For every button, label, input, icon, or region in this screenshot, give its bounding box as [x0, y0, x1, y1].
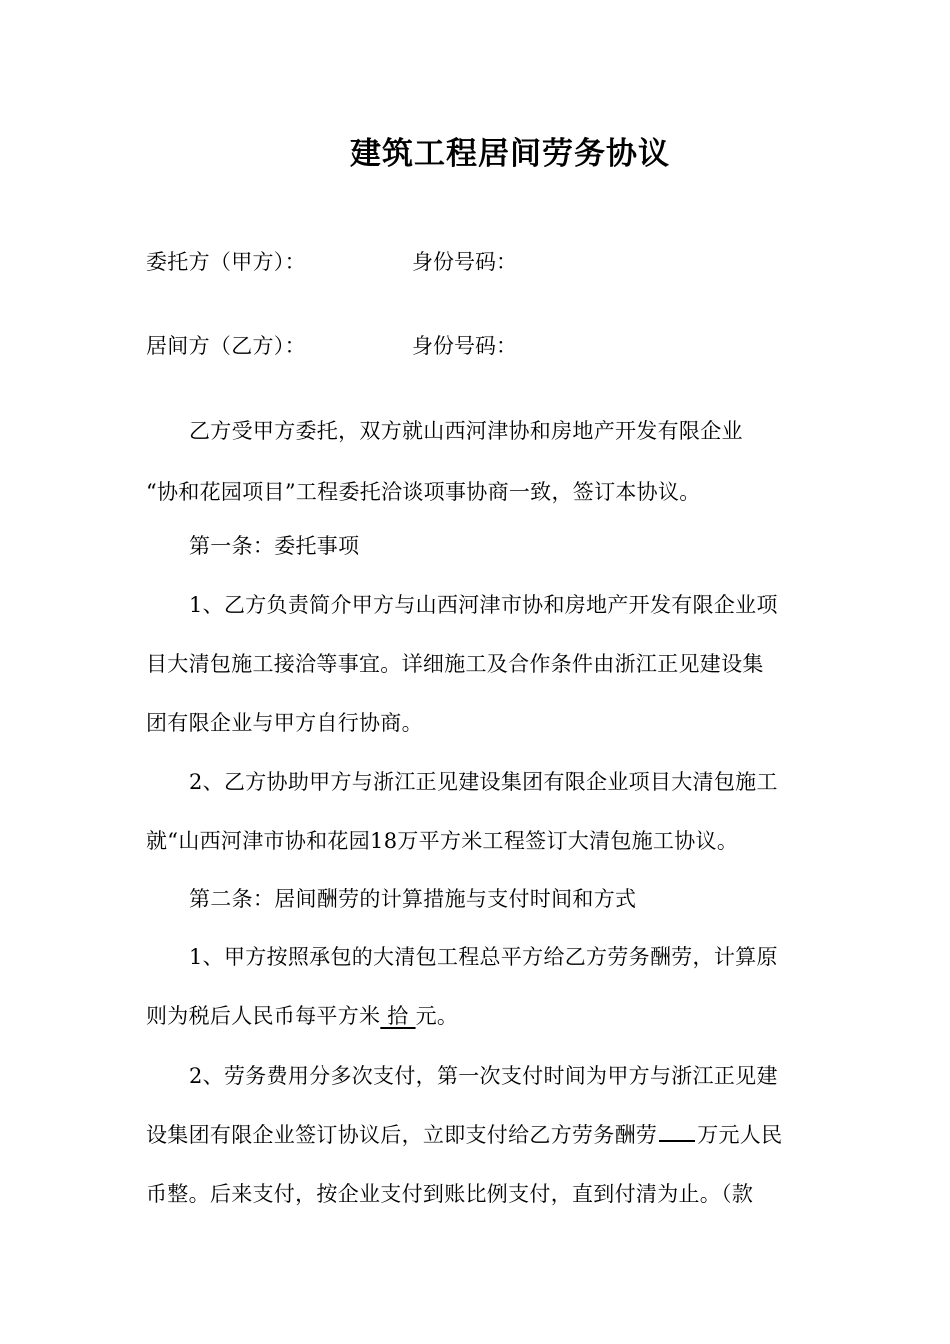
- article-2-heading: 第二条：居间酬劳的计算措施与支付时间和方式: [189, 887, 637, 911]
- rate-prefix: 则为税后人民币每平方米: [146, 1004, 381, 1028]
- article-1-item-1-line-2: 目大清包施工接洽等事宜。详细施工及合作条件由浙江正见建设集: [146, 652, 764, 676]
- article-1-item-1-line-1: 1、乙方负责简介甲方与山西河津市协和房地产开发有限企业项: [189, 593, 778, 617]
- article-2-item-2-line-2: [146, 1120, 816, 1150]
- payment-prefix: 设集团有限企业签订协议后，立即支付给乙方劳务酬劳: [146, 1123, 658, 1147]
- party-a-id-label: 身份号码：: [412, 250, 517, 274]
- rate-amount: 拾: [380, 1004, 416, 1028]
- rate-suffix: 元。: [415, 1004, 459, 1028]
- article-1-item-2-line-1: 2、乙方协助甲方与浙江正见建设集团有限企业项目大清包施工: [189, 770, 778, 794]
- article-2-item-1-line-1: 1、甲方按照承包的大清包工程总平方给乙方劳务酬劳，计算原: [189, 945, 778, 969]
- payment-suffix: 万元人民: [697, 1123, 783, 1147]
- article-2-item-1-line-2: [146, 1001, 816, 1031]
- party-b-id-label: 身份号码：: [412, 334, 517, 358]
- article-2-item-2-line-3: 币整。后来支付，按企业支付到账比例支付，直到付清为止。（款: [146, 1182, 754, 1206]
- intro-line-2: “协和花园项目”工程委托洽谈项事协商一致，签订本协议。: [146, 480, 701, 504]
- intro-line-1: 乙方受甲方委托，双方就山西河津协和房地产开发有限企业: [189, 419, 743, 443]
- party-b-label: 居间方（乙方）：: [146, 334, 306, 358]
- article-1-item-2-line-2: 就“山西河津市协和花园18万平方米工程签订大清包施工协议。: [146, 829, 739, 853]
- document-title: 建筑工程居间劳务协议: [350, 136, 670, 172]
- party-a-label: 委托方（甲方）：: [146, 250, 306, 274]
- article-2-item-2-line-1: 2、劳务费用分多次支付，第一次支付时间为甲方与浙江正见建: [189, 1064, 778, 1088]
- article-1-heading: 第一条：委托事项: [189, 534, 360, 558]
- article-1-item-1-line-3: 团有限企业与甲方自行协商。: [146, 711, 423, 735]
- payment-amount-blank: [659, 1120, 695, 1142]
